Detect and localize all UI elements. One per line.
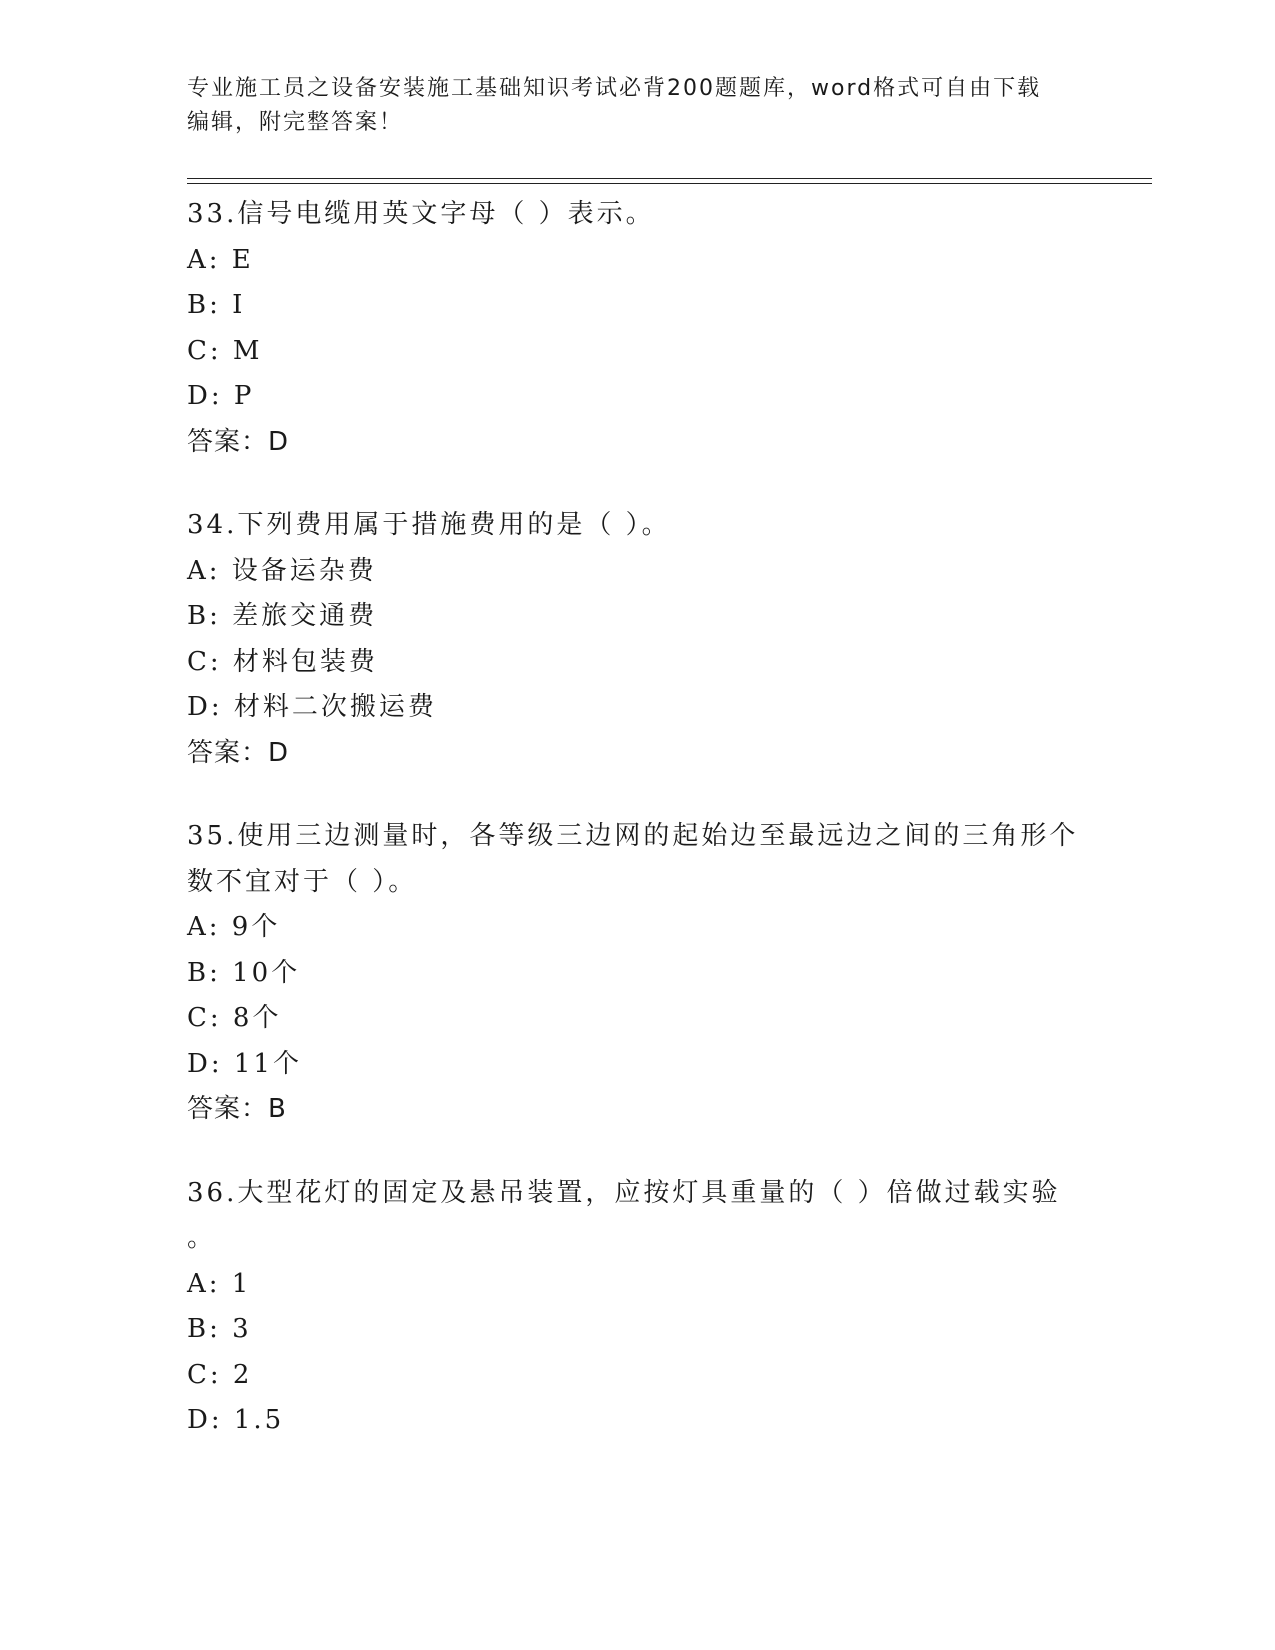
question-stem-line-1: 35.使用三边测量时，各等级三边网的起始边至最远边之间的三角形个 — [187, 821, 1079, 851]
option-d: D: P — [187, 381, 255, 411]
option-a: A: E — [187, 244, 254, 275]
question-33 — [187, 192, 1087, 465]
header-divider-top — [187, 178, 1152, 179]
header-line-1: 专业施工员之设备安装施工基础知识考试必背200题题库，word格式可自由下载 — [187, 76, 1042, 101]
answer-line: 答案：D — [187, 737, 290, 768]
option-b: B: 10个 — [187, 957, 301, 988]
question-36 — [187, 1171, 1087, 1444]
option-b: B: 3 — [187, 1314, 252, 1344]
option-c: C: 材料包装费 — [187, 646, 378, 677]
document-header — [187, 72, 1067, 140]
question-stem: 34.下列费用属于措施费用的是（ ）。 — [187, 510, 671, 540]
header-line-2: 编辑，附完整答案！ — [187, 110, 404, 135]
option-c: C: M — [187, 335, 263, 366]
option-b: B: I — [187, 290, 246, 320]
question-34 — [187, 503, 1087, 776]
option-a: A: 设备运杂费 — [187, 555, 377, 586]
option-c: C: 2 — [187, 1359, 253, 1390]
option-a: A: 1 — [187, 1268, 252, 1299]
option-d: D: 11个 — [187, 1048, 302, 1079]
question-stem-line-2: 。 — [187, 1223, 217, 1253]
answer-line: 答案：D — [187, 426, 290, 457]
question-35 — [187, 814, 1087, 1133]
option-d: D: 1.5 — [187, 1405, 285, 1435]
option-b: B: 差旅交通费 — [187, 601, 378, 631]
option-a: A: 9个 — [187, 912, 281, 942]
question-stem-line-1: 36.大型花灯的固定及悬吊装置，应按灯具重量的（ ）倍做过载实验 — [187, 1177, 1061, 1208]
question-list — [187, 192, 1087, 1482]
option-c: C: 8个 — [187, 1003, 282, 1033]
question-stem-line-2: 数不宜对于（ ）。 — [187, 866, 418, 897]
answer-line: 答案：B — [187, 1094, 287, 1124]
header-divider-bottom — [187, 183, 1152, 184]
option-d: D: 材料二次搬运费 — [187, 692, 437, 722]
question-stem: 33.信号电缆用英文字母（ ）表示。 — [187, 199, 655, 229]
